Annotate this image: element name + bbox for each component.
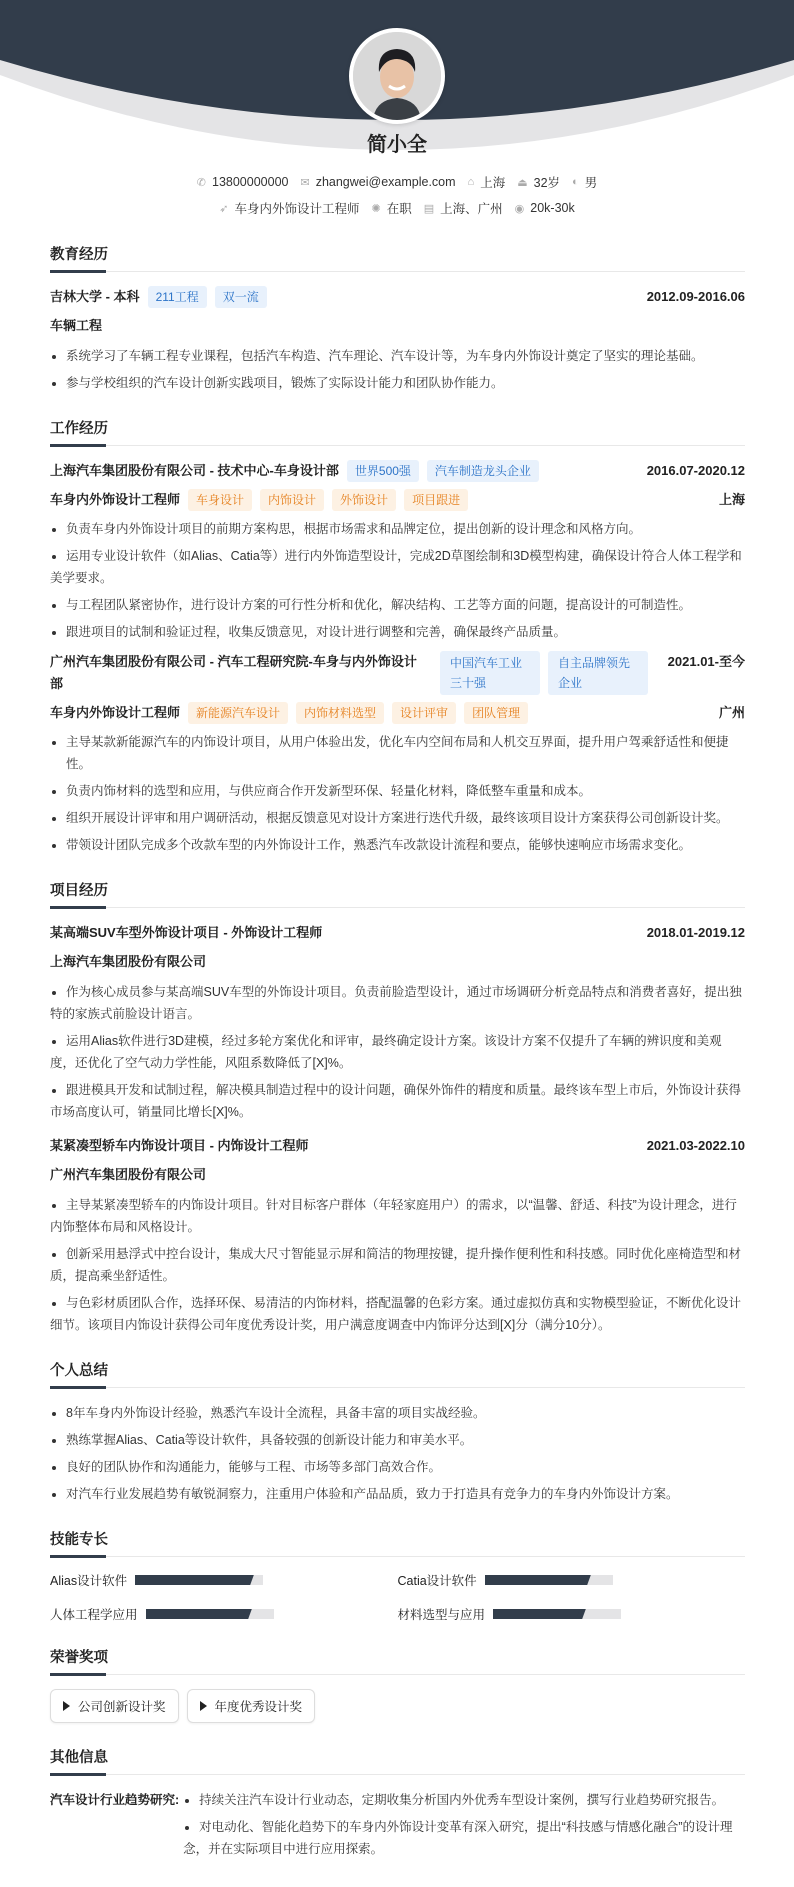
list-item: 创新采用悬浮式中控台设计，集成大尺寸智能显示屏和简洁的物理按键，提升操作便利性和科技感。同时优化座椅造型和材质，提高乘坐舒适性。 [50,1243,745,1287]
salary-icon: ◉ [514,202,525,215]
major: 车辆工程 [50,318,103,333]
list-item: 对汽车行业发展趋势有敏锐洞察力，注重用户体验和产品品质，致力于打造具有竞争力的车身内外饰设计方案。 [50,1483,745,1505]
date: 2018.01-2019.12 [646,925,745,940]
education-section [50,242,745,394]
skill-level-bar [485,1575,613,1585]
skill-name: 人体工程学应用 [50,1608,138,1622]
list-item: 对电动化、智能化趋势下的车身内外饰设计变革有深入研究，提出“科技感与情感化融合”的设计理念，并在实际项目中进行应用探索。 [183,1816,745,1860]
other-section [50,1745,745,1865]
age: 32岁 [533,176,561,190]
date: 2021.03-2022.10 [646,1138,745,1153]
list-item: 运用专业设计软件（如Alias、Catia等）进行内外饰造型设计，完成2D草图绘制和3D模型构建，确保设计符合人体工程学和美学要求。 [50,545,745,589]
section-title: 项目经历 [50,883,108,899]
target-position: 车身内外饰设计工程师 [234,202,360,216]
list-item: 熟练掌握Alias、Catia等设计软件，具备较强的创新设计能力和审美水平。 [50,1429,745,1451]
section-title: 个人总结 [50,1363,108,1379]
project-name: 某紧凑型轿车内饰设计项目 - 内饰设计工程师 [50,1138,309,1153]
city: 上海 [480,176,506,190]
section-title: 荣誉奖项 [50,1650,108,1666]
tag: 设计评审 [392,702,456,724]
play-icon [200,1701,207,1711]
list-item: 作为核心成员参与某高端SUV车型的外饰设计项目。负责前脸造型设计，通过市场调研分析竞品特点和消费者喜好，提出独特的家族式前脸设计语言。 [50,981,745,1025]
send-icon: ➶ [219,202,229,215]
list-item: 带领设计团队完成多个改款车型的内外饰设计工作，熟悉汽车改款设计流程和要点，能够快速响应市场需求变化。 [50,834,745,856]
tag: 新能源汽车设计 [188,702,288,724]
date: 2012.09-2016.06 [646,289,745,304]
school: 吉林大学 - 本科 [50,289,140,304]
award-label: 年度优秀设计奖 [214,1700,303,1714]
status-icon: ✺ [371,202,381,215]
tag: 世界500强 [347,460,419,482]
skill-level-fill [135,1575,249,1585]
tag: 内饰设计 [260,489,324,511]
location: 广州 [718,705,745,720]
list-item: 参与学校组织的汽车设计创新实践项目，锻炼了实际设计能力和团队协作能力。 [50,372,745,394]
job-status: 在职 [386,202,412,216]
project-entry [50,922,745,1123]
date: 2016.07-2020.12 [646,463,745,478]
phone: 13800000000 [212,175,289,189]
list-item: 运用Alias软件进行3D建模，经过多轮方案优化和评审，最终确定设计方案。该设计方案不仅提升了车辆的辨识度和美观度，还优化了空气动力学性能，风阻系数降低了[X]%。 [50,1030,745,1074]
tag: 外饰设计 [332,489,396,511]
projects-section [50,878,745,1336]
list-item: 负责内饰材料的选型和应用，与供应商合作开发新型环保、轻量化材料，降低整车重量和成本。 [50,780,745,802]
role: 车身内外饰设计工程师 [50,492,181,507]
skill-item [398,1571,746,1589]
skill-name: Alias设计软件 [50,1574,128,1588]
skills-section [50,1527,745,1623]
skill-level-bar [493,1609,621,1619]
contact-info-row [0,173,794,191]
skill-item [398,1605,746,1623]
email: zhangwei@example.com [315,175,456,189]
section-title: 其他信息 [50,1750,108,1766]
tag: 团队管理 [464,702,528,724]
skill-item [50,1571,398,1589]
tag: 车身设计 [188,489,252,511]
tag: 汽车制造龙头企业 [427,460,539,482]
salary: 20k-30k [530,201,575,215]
play-icon [63,1701,70,1711]
section-title: 教育经历 [50,247,108,263]
list-item: 主导某款新能源汽车的内饰设计项目，从用户体验出发，优化车内空间布局和人机交互界面，提升用户驾乘舒适性和便捷性。 [50,731,745,775]
home-icon: ⌂ [467,176,475,188]
skill-level-fill [146,1609,247,1619]
tag: 中国汽车工业三十强 [440,651,540,695]
list-item: 与色彩材质团队合作，选择环保、易清洁的内饰材料，搭配温馨的色彩方案。通过虚拟仿真和实物模型验证，不断优化设计细节。该项目内饰设计获得公司年度优秀设计奖，用户满意度调查中内饰评分达到[X]分（满分10分）。 [50,1292,745,1336]
section-title: 工作经历 [50,421,108,437]
project-name: 某高端SUV车型外饰设计项目 - 外饰设计工程师 [50,925,323,940]
tag: 双一流 [215,286,267,308]
summary-section [50,1358,745,1505]
skill-name: 材料选型与应用 [397,1608,486,1622]
award-item[interactable] [187,1689,316,1723]
project-company: 广州汽车集团股份有限公司 [50,1167,207,1182]
skill-level-fill [493,1609,581,1619]
job-intent-row [0,199,794,217]
job-entry [50,460,745,643]
list-item: 系统学习了车辆工程专业课程，包括汽车构造、汽车理论、汽车设计等，为车身内外饰设计奠定了坚实的理论基础。 [50,345,745,367]
company: 广州汽车集团股份有限公司 - 汽车工程研究院-车身与内外饰设计部 [50,654,417,691]
tag: 内饰材料选型 [296,702,384,724]
skill-level-fill [485,1575,586,1585]
list-item: 与工程团队紧密协作，进行设计方案的可行性分析和优化，解决结构、工艺等方面的问题，提高设计的可制造性。 [50,594,745,616]
skill-name: Catia设计软件 [397,1574,477,1588]
target-cities: 上海、广州 [440,202,503,216]
other-label: 汽车设计行业趋势研究: [50,1793,180,1807]
mail-icon: ✉ [300,176,310,189]
location: 上海 [718,492,745,507]
avatar [349,28,445,124]
list-item: 负责车身内外饰设计项目的前期方案构思，根据市场需求和品牌定位，提出创新的设计理念和风格方向。 [50,518,745,540]
awards-section [50,1645,745,1723]
award-label: 公司创新设计奖 [78,1700,166,1714]
list-item: 良好的团队协作和沟通能力，能够与工程、市场等多部门高效合作。 [50,1456,745,1478]
project-entry [50,1135,745,1336]
phone-icon: ✆ [196,176,206,189]
project-company: 上海汽车集团股份有限公司 [50,954,207,969]
skill-level-bar [146,1609,274,1619]
job-entry [50,651,745,856]
gender-icon: ◐ [572,176,579,188]
list-item: 跟进模具开发和试制过程，解决模具制造过程中的设计问题，确保外饰件的精度和质量。最终该车型上市后，外饰设计获得市场高度认可，销量同比增长[X]%。 [50,1079,745,1123]
building-icon: ▤ [423,202,435,215]
skill-level-bar [135,1575,263,1585]
company: 上海汽车集团股份有限公司 - 技术中心-车身设计部 [50,463,339,478]
tag: 项目跟进 [404,489,468,511]
list-item: 主导某紧凑型轿车的内饰设计项目。针对目标客户群体（年轻家庭用户）的需求，以“温馨、舒适、科技”为设计理念，进行内饰整体布局和风格设计。 [50,1194,745,1238]
tag: 自主品牌领先企业 [548,651,648,695]
tag: 211工程 [148,286,207,308]
list-item: 8年车身内外饰设计经验，熟悉汽车设计全流程，具备丰富的项目实战经验。 [50,1402,745,1424]
work-section [50,416,745,856]
skill-item [50,1605,398,1623]
date: 2021.01-至今 [667,654,745,669]
candidate-name: 简小全 [367,134,427,156]
gender: 男 [584,176,598,190]
award-item[interactable] [50,1689,179,1723]
role: 车身内外饰设计工程师 [50,705,181,720]
list-item: 组织开展设计评审和用户调研活动，根据反馈意见对设计方案进行迭代升级，最终该项目设计方案获得公司创新设计奖。 [50,807,745,829]
list-item: 持续关注汽车设计行业动态，定期收集分析国内外优秀车型设计案例，撰写行业趋势研究报告。 [183,1789,745,1811]
section-title: 技能专长 [50,1532,108,1548]
list-item: 跟进项目的试制和验证过程，收集反馈意见，对设计进行调整和完善，确保最终产品质量。 [50,621,745,643]
age-icon: ⏏ [517,176,528,189]
